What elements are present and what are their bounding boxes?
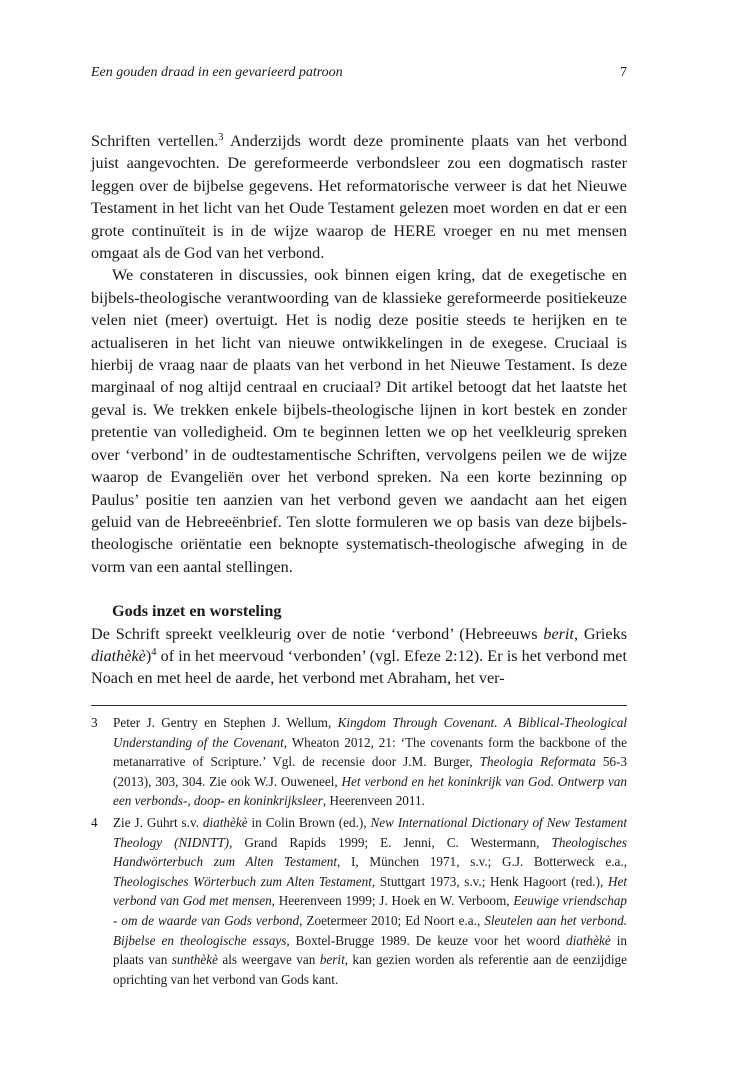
footnote-text-run: , Wheaton 2012, 21: ‘The covenants form the backbone of the metanarrative of Scripture.’ Vgl. de recensie door J.M. Burger, (113, 734, 627, 770)
footnote-italic-run: New International Dictionary of New Testament Theology (NIDNTT) (113, 814, 627, 850)
footnote-italic-run: Het verbond en het koninkrijk van God. Ontwerp van een verbonds-, doop- en koninkrijksleer (113, 773, 627, 809)
footnote-text-run: 56-3 (2013), 303, 304. Zie ook W.J. Ouweneel, (113, 754, 627, 789)
footnote-text-run: in plaats van (113, 932, 627, 968)
page-number: 7 (620, 65, 627, 80)
section-heading: Gods inzet en worsteling (112, 602, 282, 621)
term-diatheke: diathèkè (91, 646, 146, 665)
footnote-ref-4: 4 (151, 647, 157, 659)
footnote-italic-run: diathèkè (202, 814, 248, 830)
footnote-italic-run: Eeuwige vriendschap - om de waarde van Gods verbond (113, 893, 627, 928)
running-header (91, 64, 627, 82)
footnote-divider (91, 705, 627, 706)
paragraph-3-part-e: ) (145, 646, 152, 665)
footnote-text-run: in Colin Brown (ed.), (247, 814, 371, 830)
footnote-italic-run: Theologisches Wörterbuch zum Alten Testament (113, 873, 372, 889)
running-title: Een gouden draad in een gevarieerd patroon (91, 65, 343, 80)
paragraph-3-part-a: De Schrift spreekt veelkleurig over de notie ‘verbond’ (Hebreeuws (91, 624, 544, 643)
footnote-text-run: , Grand Rapids 1999; E. Jenni, C. Westermann, (229, 834, 552, 850)
footnote-text-run: Heerenveen 1999; J. Hoek en W. Verboom, (274, 893, 514, 909)
footnote-text-run: , Stuttgart 1973, s.v.; Henk Hagoort (red.), (371, 873, 608, 889)
footnote-text-run: Peter J. Gentry en Stephen J. Wellum, (113, 715, 338, 730)
footnote-text-run: , kan gezien worden als referentie aan de eenzijdige oprichting van het verbond van Gods kant. (113, 952, 628, 987)
term-berit: berit (543, 624, 574, 643)
paragraph-3-part-c: , Grieks (573, 624, 627, 643)
footnote-text (113, 713, 627, 811)
footnote-text-run: Boxtel-Brugge 1989. De keuze voor het woord (289, 932, 567, 948)
footnote-number: 4 (91, 814, 98, 830)
footnote-text-run: , Heerenveen 2011. (322, 793, 425, 809)
footnote (91, 713, 627, 811)
paragraph-1 (91, 130, 627, 264)
main-text (91, 130, 627, 690)
paragraph-3 (91, 623, 627, 690)
footnote (91, 813, 627, 989)
footnote-number: 3 (91, 715, 98, 730)
paragraph-1-start: Schriften vertellen. (91, 132, 219, 150)
footnote-text (113, 813, 627, 989)
footnote-italic-run: Kingdom Through Covenant. A Biblical-Theological Understanding of the Covenant (113, 715, 627, 750)
footnote-ref-3: 3 (218, 132, 224, 144)
footnote-italic-run: diathèkè (566, 932, 611, 948)
paragraph-1-rest: Anderzijds wordt deze prominente plaats van het verbond juist aangevochten. De gereformeerde verbondsleer zou een dogmatisch raster leggen over de bijbelse gegevens. Het reformatorische verweer is dat het Nieuwe Testament in het licht van het Oude Testament gelezen moet worden en dat er een grote continuïteit is in de wijze waarop de HERE vroeger en nu met mensen omgaat als de God van het verbond. (91, 132, 628, 263)
paragraph-3-part-f: of in het meervoud ‘verbonden’ (vgl. Efeze 2:12). Er is het verbond met Noach en met heel de aarde, het verbond met Abraham, het ver- (91, 646, 627, 688)
footnote-italic-run: sunthèkè (171, 952, 218, 968)
footnote-italic-run: Theologia Reformata (479, 754, 596, 770)
paragraph-2: We constateren in discussies, ook binnen eigen kring, dat de exegetische en bijbels-theologische verantwoording van de klassieke gereformeerde positiekeuze velen niet (meer) overtuigt. Het is nodig deze positie steeds te herijken en te actualiseren in het licht van nieuwe ontwikkelingen in de exegese. Cruciaal is hierbij de vraag naar de plaats van het verbond in het Nieuwe Testament. Is deze marginaal of nog altijd centraal en cruciaal? Dit artikel betoogt dat het laatste het geval is. We trekken enkele bijbels-theologische lijnen in kort bestek en zonder pretentie van volledigheid. Om te beginnen letten we op het veelkleurig spreken over ‘verbond’ in de oudtestamentische Schriften, vervolgens peilen we de wijze waarop de Evangeliën over het verbond spreken. Na een korte bezinning op Paulus’ positie ten aanzien van het verbond geven we aandacht aan het eigen geluid van de Hebreeënbrief. Ten slotte formuleren we op basis van deze bijbels-theologische oriëntatie een beknopte systematisch-theologische afweging in de vorm van een aantal stellingen. (91, 266, 627, 576)
footnotes (91, 713, 627, 991)
footnote-text-run: , Zoetermeer 2010; Ed Noort e.a., (299, 912, 485, 928)
footnote-text-run: Zie J. Guhrt s.v. (113, 814, 203, 830)
footnote-italic-run: Het verbond van God met mensen, (113, 873, 627, 909)
footnote-italic-run: berit (319, 952, 345, 968)
footnote-text-run: als weergave van (217, 952, 320, 968)
footnote-italic-run: Theologisches Handwörterbuch zum Alten Testament (113, 834, 627, 870)
footnote-text-run: , I, München 1971, s.v.; G.J. Botterweck e.a., (337, 854, 627, 870)
footnote-italic-run: Sleutelen aan het verbond. Bijbelse en theologische essays, (113, 912, 627, 948)
